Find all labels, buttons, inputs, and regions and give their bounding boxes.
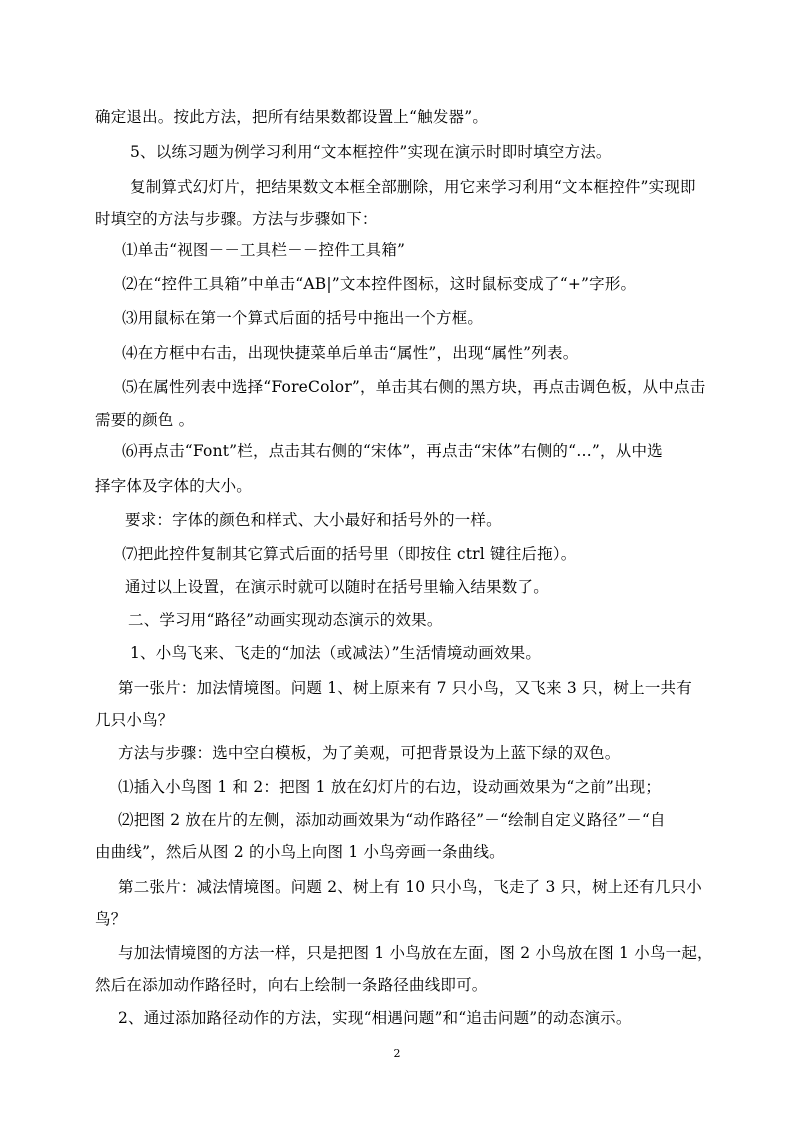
text-line: 复制算式幻灯片，把结果数文本框全部删除，用它来学习利用“文本框控件”实现即 bbox=[130, 178, 696, 196]
text-line: ⑹再点击“Font”栏，点击其右侧的“宋体”，再点击“宋体”右侧的“…”，从中选 bbox=[122, 442, 663, 460]
text-line: 1、小鸟飞来、飞走的“加法（或减法）”生活情境动画效果。 bbox=[130, 644, 542, 662]
text-line: 要求：字体的颜色和样式、大小最好和括号外的一样。 bbox=[125, 511, 502, 529]
text-line: ⑺把此控件复制其它算式后面的括号里（即按住 ctrl 键往后拖）。 bbox=[122, 545, 577, 563]
text-line: 5、以练习题为例学习利用“文本框控件”实现在演示时即时填空方法。 bbox=[130, 143, 612, 161]
text-line: 与加法情境图的方法一样，只是把图 1 小鸟放在左面，图 2 小鸟放在图 1 小鸟一起， bbox=[118, 944, 713, 962]
text-line: ⑸在属性列表中选择“ForeColor”，单击其右侧的黑方块，再点击调色板，从中点击 bbox=[122, 378, 706, 396]
text-line: 择字体及字体的大小。 bbox=[95, 477, 253, 495]
text-line: 第二张片：减法情境图。问题 2、树上有 10 只小鸟，飞走了 3 只，树上还有几只小 bbox=[118, 878, 702, 896]
text-line: ⑴单击“视图－－工具栏－－控件工具箱” bbox=[122, 241, 406, 259]
text-line: ⑶用鼠标在第一个算式后面的括号中拖出一个方框。 bbox=[122, 309, 484, 327]
text-line: 通过以上设置，在演示时就可以随时在括号里输入结果数了。 bbox=[125, 578, 549, 596]
text-line: ⑴插入小鸟图 1 和 2：把图 1 放在幻灯片的右边，设动画效果为“之前”出现； bbox=[118, 778, 662, 796]
text-line: ⑷在方框中右击，出现快捷菜单后单击“属性”，出现“属性”列表。 bbox=[122, 344, 579, 362]
text-line: 几只小鸟？ bbox=[95, 711, 174, 729]
text-line: 需要的颜色 。 bbox=[95, 411, 195, 429]
text-line: 鸟？ bbox=[95, 910, 127, 928]
text-line: 确定退出。按此方法，把所有结果数都设置上“触发器”。 bbox=[95, 108, 489, 126]
text-line: 第一张片：加法情境图。问题 1、树上原来有 7 只小鸟，又飞来 3 只，树上一共有 bbox=[118, 679, 692, 697]
page-number: 2 bbox=[393, 1047, 401, 1060]
text-line: 2、通过添加路径动作的方法，实现“相遇问题”和“追击问题”的动态演示。 bbox=[118, 1009, 632, 1027]
text-line: 由曲线”，然后从图 2 的小鸟上向图 1 小鸟旁画一条曲线。 bbox=[95, 843, 505, 861]
text-line: 时填空的方法与步骤。方法与步骤如下： bbox=[95, 210, 378, 228]
text-line: ⑵把图 2 放在片的左侧，添加动画效果为“动作路径”－“绘制自定义路径”－“自 bbox=[118, 811, 666, 829]
text-line: 二、学习用“路径”动画实现动态演示的效果。 bbox=[128, 611, 443, 629]
text-line: ⑵在“控件工具箱”中单击“AB|”文本控件图标，这时鼠标变成了“+”字形。 bbox=[122, 275, 637, 293]
text-line: 然后在添加动作路径时，向右上绘制一条路径曲线即可。 bbox=[95, 976, 488, 994]
text-line: 方法与步骤：选中空白模板，为了美观，可把背景设为上蓝下绿的双色。 bbox=[118, 744, 621, 762]
